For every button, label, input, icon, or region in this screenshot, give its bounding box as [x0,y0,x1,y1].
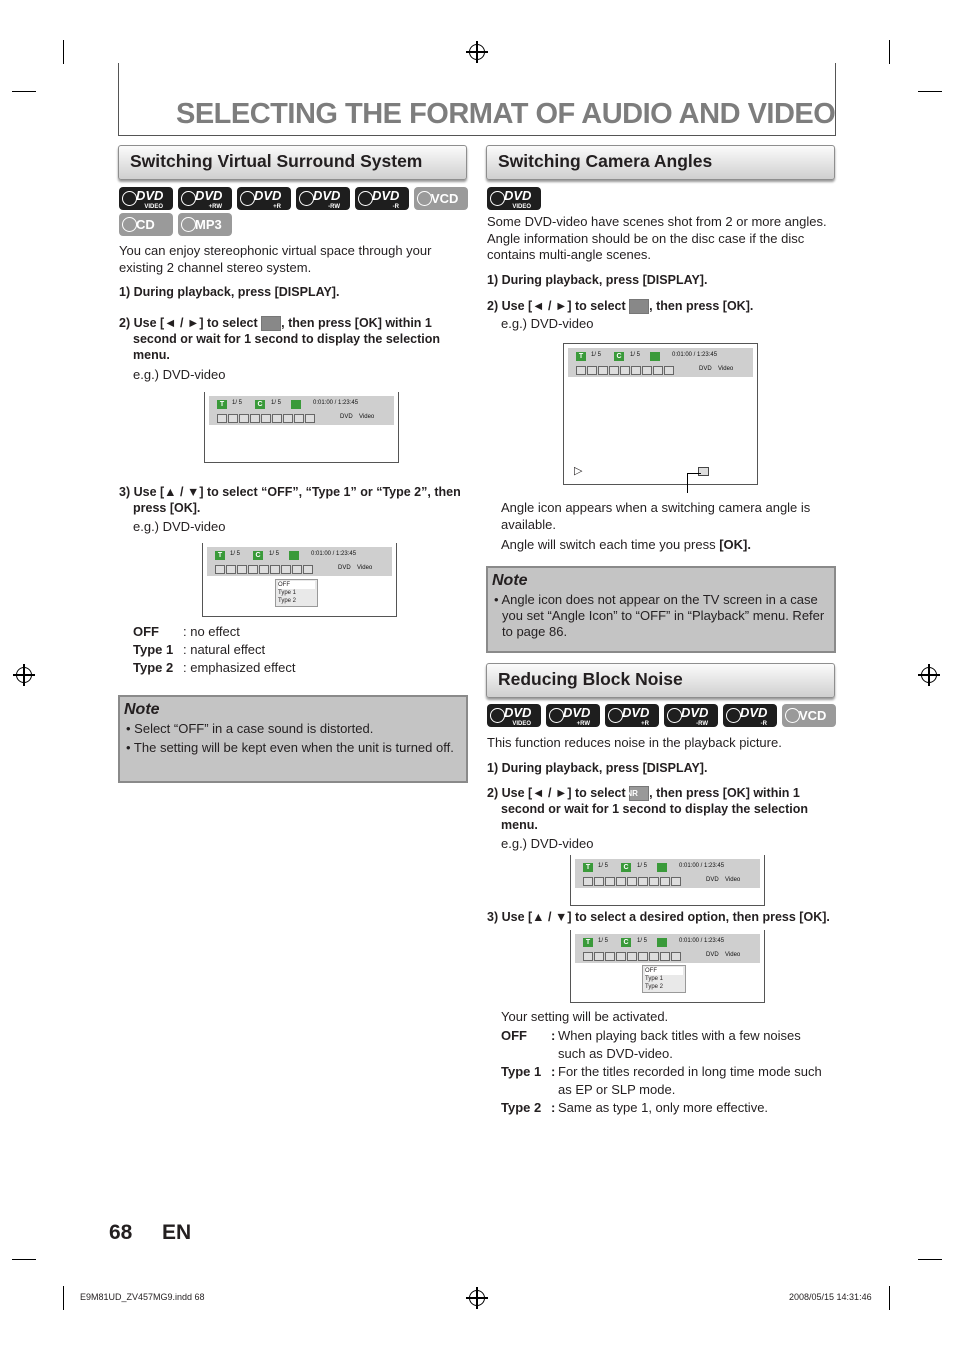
osd-title-number: 1/ 5 [591,352,602,358]
osd-title-number: 1/ 5 [232,400,243,406]
note-item: • Select “OFF” in a case sound is distorted. [126,721,374,736]
surround-step-3: 3) Use [▲ / ▼] to select “OFF”, “Type 1” or “Type 2”, then press [OK]. [119,485,461,515]
osd-chapter-number: 1/ 5 [271,400,282,406]
section-heading-surround: Switching Virtual Surround System [118,145,467,180]
osd-time: 0:01:00 / 1:23:45 [672,352,718,358]
osd-chapter-number: 1/ 5 [269,551,280,557]
osd-video-label: Video [718,366,734,372]
osd-icon-row [217,414,315,423]
badge-cd: CD [119,213,173,236]
disc-icon [490,191,505,206]
osd-clock-icon [291,400,301,409]
osd-icon-row [215,565,313,574]
crop-mark [12,1259,36,1260]
page-number: 68 [109,1221,133,1244]
disc-badges-noise [487,704,837,727]
osd-bar [209,396,394,425]
crop-mark [889,40,890,64]
disc-icon [358,191,373,206]
callout-line [687,473,701,474]
osd-title-number: 1/ 5 [598,938,609,944]
footer-timestamp: 2008/05/15 14:31:46 [789,1292,872,1302]
disc-badges-angles [487,187,541,210]
osd-icon-row [583,952,681,961]
disc-badges-surround [119,187,469,236]
osd-video-label: Video [359,414,375,420]
menu-option-type1[interactable]: Type 1 [278,590,297,596]
registration-mark-icon [469,44,485,60]
note-title: Note [124,701,160,718]
noise-activated: Your setting will be activated. [501,1009,669,1024]
angles-eg-1: e.g.) DVD-video [501,316,594,331]
definition-row: Type 2 : Same as type 1, only more effective. [501,1100,769,1115]
section-heading-angles: Switching Camera Angles [486,145,835,180]
osd-time: 0:01:00 / 1:23:45 [311,551,357,557]
osd-title-icon: T [576,352,586,361]
badge-dvd-plus-r: DVD +R [605,704,659,727]
osd-clock-icon [289,551,299,560]
definition-row: OFF : no effect [133,624,240,639]
surround-eg-1: e.g.) DVD-video [133,367,226,382]
definition-row: OFF : When playing back titles with a few noises such as DVD-video. [501,1028,801,1061]
badge-dvd-video: DVD VIDEO [487,187,541,210]
crop-mark [12,91,36,92]
surround-step-2: 2) Use [◄ / ►] to select , then press [OK] within 1 second or wait for 1 second to display the selection menu. [119,316,441,363]
osd-chapter-icon: C [253,551,263,560]
angle-indicator-icon [698,467,709,476]
play-icon: ▷ [574,465,583,477]
osd-chapter-icon: C [614,352,624,361]
crop-mark [918,91,942,92]
osd-time: 0:01:00 / 1:23:45 [679,863,725,869]
osd-dvd-label: DVD [699,366,712,372]
badge-dvd-minus-r: DVD -R [723,704,777,727]
angles-intro: Some DVD-video have scenes shot from 2 or more angles. Angle information should be on the disc case if the disc contains multi-angle scenes. [487,214,827,262]
badge-dvd-plus-rw: DVD +RW [546,704,600,727]
noise-step-2: 2) Use [◄ / ►] to select NR , then press [OK] within 1 second or wait for 1 second to display the selection menu. [487,786,809,833]
osd-title-icon: T [583,863,593,872]
disc-icon [417,191,432,206]
menu-option-off[interactable]: OFF [278,581,315,589]
osd-dvd-label: DVD [340,414,353,420]
osd-title-number: 1/ 5 [598,863,609,869]
osd-selection-menu [275,579,318,607]
menu-option-type2[interactable]: Type 2 [645,984,664,990]
surround-icon [261,316,281,331]
osd-icon-row [583,877,681,886]
osd-time: 0:01:00 / 1:23:45 [313,400,359,406]
crop-mark [63,40,64,64]
osd-bar [575,859,760,888]
osd-chapter-number: 1/ 5 [637,938,648,944]
osd-dvd-label: DVD [338,565,351,571]
note-item: • The setting will be kept even when the unit is turned off. [126,740,454,755]
osd-chapter-icon: C [255,400,265,409]
definition-row: Type 1 : For the titles recorded in long time mode such as EP or SLP mode. [501,1064,822,1097]
menu-option-off[interactable]: OFF [645,967,683,975]
osd-screen-surround-1 [204,392,399,463]
osd-dvd-label: DVD [706,877,719,883]
osd-bar [575,934,760,963]
surround-eg-2: e.g.) DVD-video [133,519,226,534]
surround-intro: You can enjoy stereophonic virtual space through your existing 2 channel stereo system. [119,243,432,275]
osd-title-icon: T [217,400,227,409]
page-language: EN [162,1221,192,1244]
osd-screen-noise-2 [570,930,765,1003]
surround-definitions [133,623,296,677]
registration-mark-icon [469,1290,485,1306]
disc-icon [785,708,800,723]
section-heading-noise: Reducing Block Noise [486,663,835,698]
osd-screen-angles [563,343,758,485]
disc-icon [490,708,505,723]
disc-icon [299,191,314,206]
disc-icon [667,708,682,723]
crop-mark [889,1286,890,1310]
definition-row: Type 1 : natural effect [133,642,266,657]
surround-step-1: 1) During playback, press [DISPLAY]. [119,285,340,299]
registration-mark-icon [921,667,937,683]
osd-chapter-number: 1/ 5 [630,352,641,358]
angles-caption-2: Angle will switch each time you press [OK]. [501,537,751,552]
disc-icon [608,708,623,723]
note-item: • Angle icon does not appear on the TV screen in a case you set “Angle Icon” to “OFF” in “Playback” menu. Refer to page 86. [494,592,825,639]
badge-vcd: VCD [414,187,468,210]
badge-dvd-minus-rw: DVD -RW [664,704,718,727]
badge-dvd-video: DVD VIDEO [487,704,541,727]
osd-clock-icon [650,352,660,361]
crop-mark [918,1259,942,1260]
badge-dvd-plus-r: DVD +R [237,187,291,210]
badge-mp3: MP3 [178,213,232,236]
osd-clock-icon [657,863,667,872]
osd-screen-surround-2 [202,543,397,617]
badge-dvd-minus-rw: DVD -RW [296,187,350,210]
badge-dvd-minus-r: DVD -R [355,187,409,210]
angles-note [486,566,836,653]
noise-step-3: 3) Use [▲ / ▼] to select a desired option, then press [OK]. [487,910,830,924]
osd-time: 0:01:00 / 1:23:45 [679,938,725,944]
osd-video-label: Video [725,877,741,883]
osd-video-label: Video [725,952,741,958]
osd-bar [207,547,392,576]
disc-icon [122,217,137,232]
disc-icon [181,217,196,232]
osd-chapter-icon: C [621,938,631,947]
disc-icon [726,708,741,723]
crop-mark [63,1286,64,1310]
noise-intro: This function reduces noise in the playback picture. [487,735,782,750]
disc-icon [240,191,255,206]
osd-screen-noise-1 [570,855,765,906]
noise-reduction-icon: NR [629,786,649,801]
menu-option-type2[interactable]: Type 2 [278,598,297,604]
footer-file: E9M81UD_ZV457MG9.indd 68 [80,1292,205,1302]
note-title: Note [492,572,528,589]
surround-note [118,695,468,783]
osd-bar [568,348,753,377]
osd-title-icon: T [583,938,593,947]
noise-eg-1: e.g.) DVD-video [501,836,594,851]
definition-row: Type 2 : emphasized effect [133,660,296,675]
noise-definitions [501,1027,831,1117]
badge-dvd-video: DVD VIDEO [119,187,173,210]
angles-caption-1: Angle icon appears when a switching camera angle is available. [501,500,811,532]
osd-chapter-number: 1/ 5 [637,863,648,869]
badge-vcd: VCD [782,704,836,727]
disc-icon [181,191,196,206]
camera-angle-icon [629,299,649,314]
callout-line [687,473,688,493]
osd-title-icon: T [215,551,225,560]
disc-icon [549,708,564,723]
osd-clock-icon [657,938,667,947]
osd-selection-menu [642,965,686,993]
osd-dvd-label: DVD [706,952,719,958]
osd-video-label: Video [357,565,373,571]
angles-step-2: 2) Use [◄ / ►] to select , then press [OK]. [487,299,754,313]
osd-icon-row [576,366,674,375]
menu-option-type1[interactable]: Type 1 [645,976,664,982]
registration-mark-icon [16,667,32,683]
angles-step-1: 1) During playback, press [DISPLAY]. [487,273,708,287]
noise-step-1: 1) During playback, press [DISPLAY]. [487,761,708,775]
badge-dvd-plus-rw: DVD +RW [178,187,232,210]
page-title: SELECTING THE FORMAT OF AUDIO AND VIDEO [176,98,836,130]
osd-title-number: 1/ 5 [230,551,241,557]
disc-icon [122,191,137,206]
osd-chapter-icon: C [621,863,631,872]
